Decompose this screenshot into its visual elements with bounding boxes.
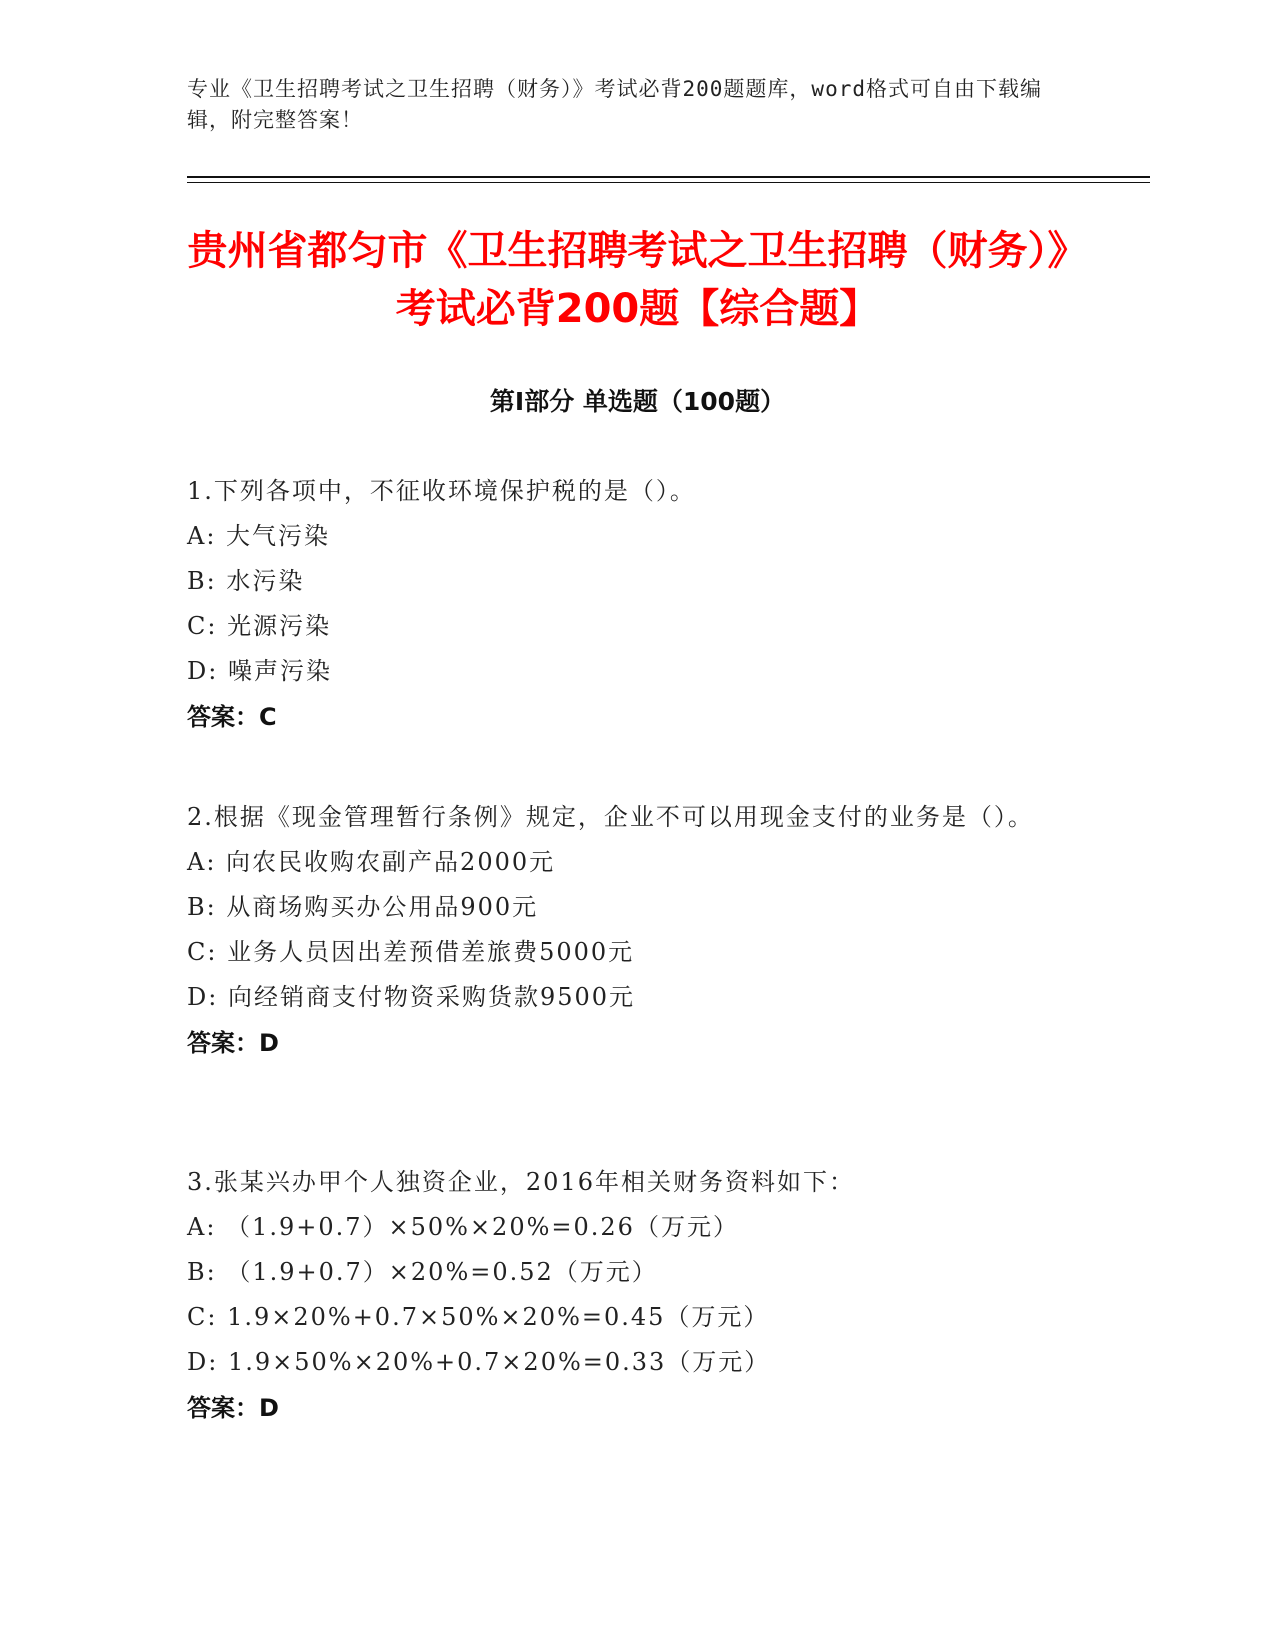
header-note: 专业《卫生招聘考试之卫生招聘（财务）》考试必背200题题库，word格式可自由下载编辑，附完整答案！ [187, 77, 1042, 132]
question-3 [187, 1160, 1067, 1431]
option-b: B: （1.9+0.7）×20%=0.52（万元） [187, 1258, 658, 1286]
question-1 [187, 469, 1067, 740]
header-rule-thin [187, 182, 1150, 183]
option-a: A: 大气污染 [187, 522, 331, 550]
question-stem: 3.张某兴办甲个人独资企业，2016年相关财务资料如下： [187, 1168, 855, 1196]
document-title: 贵州省都匀市《卫生招聘考试之卫生招聘（财务）》考试必背200题【综合题】 [187, 228, 1088, 332]
question-stem: 2.根据《现金管理暂行条例》规定，企业不可以用现金支付的业务是（）。 [187, 803, 1034, 831]
option-a: A: 向农民收购农副产品2000元 [187, 848, 556, 876]
answer-label: 答案：D [187, 1394, 279, 1422]
option-d: D: 1.9×50%×20%+0.7×20%=0.33（万元） [187, 1348, 771, 1376]
option-a: A: （1.9+0.7）×50%×20%=0.26（万元） [187, 1213, 739, 1241]
answer-label: 答案：C [187, 703, 277, 731]
answer-label: 答案：D [187, 1029, 279, 1057]
option-d: D: 噪声污染 [187, 657, 332, 685]
option-d: D: 向经销商支付物资采购货款9500元 [187, 983, 636, 1011]
option-b: B: 从商场购买办公用品900元 [187, 893, 539, 921]
option-c: C: 1.9×20%+0.7×50%×20%=0.45（万元） [187, 1303, 770, 1331]
option-c: C: 光源污染 [187, 612, 332, 640]
question-stem: 1.下列各项中，不征收环境保护税的是（）。 [187, 477, 696, 505]
section-title: 第Ⅰ部分 单选题（100题） [489, 387, 786, 416]
option-c: C: 业务人员因出差预借差旅费5000元 [187, 938, 635, 966]
option-b: B: 水污染 [187, 567, 305, 595]
question-2 [187, 795, 1067, 1066]
header-rule-thick [187, 176, 1150, 178]
